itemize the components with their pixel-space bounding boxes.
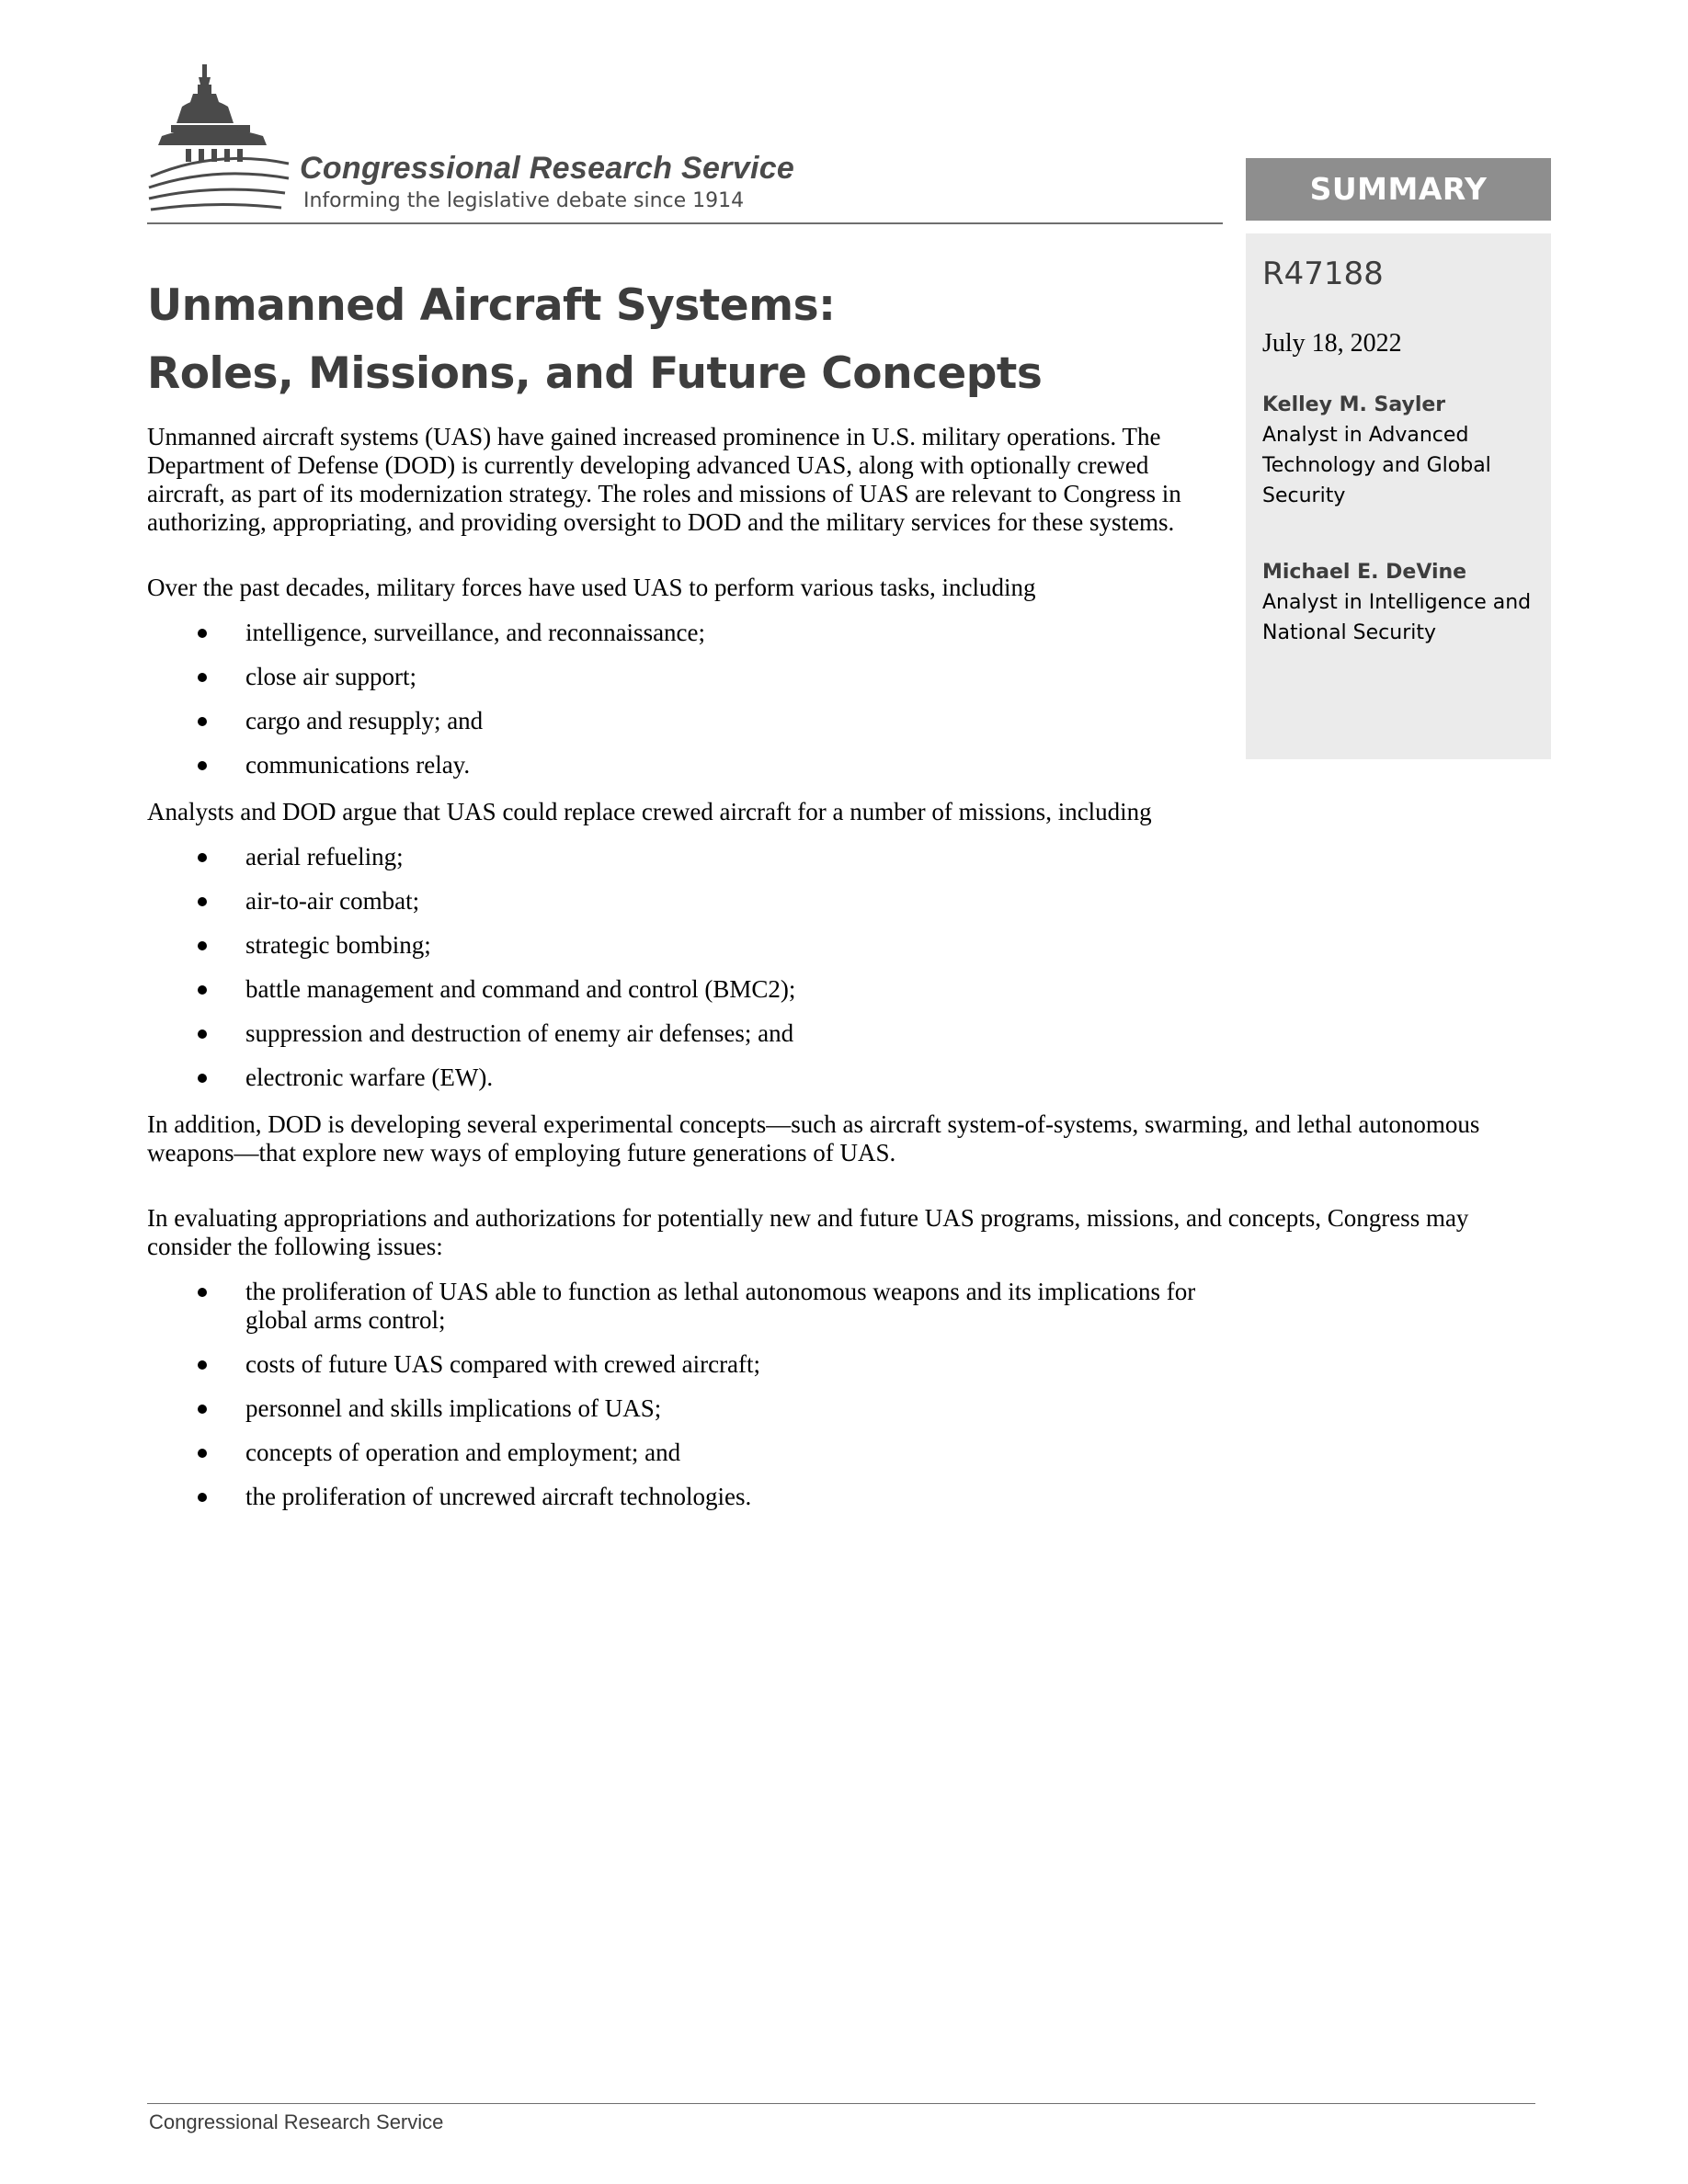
footer-org-name: Congressional Research Service [149, 2110, 444, 2133]
author-title: Analyst in Advanced Technology and Global Security [1262, 424, 1491, 507]
list-item: the proliferation of UAS able to function as lethal autonomous weapons and its implications for global arms control; [245, 1278, 1349, 1335]
uas-missions-list [147, 843, 1232, 1092]
org-name: Congressional Research Service [300, 151, 795, 186]
list-item: cargo and resupply; and [245, 707, 1232, 735]
author-title: Analyst in Intelligence and National Security [1262, 591, 1532, 644]
report-number: R47188 [1262, 256, 1384, 292]
summary-sidebar [1246, 233, 1551, 759]
list-item: personnel and skills implications of UAS; [245, 1394, 1349, 1423]
congress-issues-list [147, 1278, 1349, 1511]
author-name: Michael E. DeVine [1262, 561, 1467, 584]
crs-header [147, 59, 1223, 224]
list-item: communications relay. [245, 751, 1232, 779]
author-block [1262, 390, 1538, 511]
list-item: air-to-air combat; [245, 887, 1232, 916]
list-item: close air support; [245, 663, 1232, 691]
report-title-line-1: Unmanned Aircraft Systems: [147, 280, 836, 331]
author-block [1262, 557, 1538, 648]
capitol-dome-icon [147, 59, 294, 221]
list-item: concepts of operation and employment; and [245, 1439, 1349, 1467]
list-item: aerial refueling; [245, 843, 1232, 871]
list-item: costs of future UAS compared with crewed aircraft; [245, 1350, 1349, 1379]
list-item: the proliferation of uncrewed aircraft technologies. [245, 1483, 1349, 1511]
org-tagline: Informing the legislative debate since 1914 [303, 189, 745, 212]
issues-intro-paragraph: In evaluating appropriations and authorizations for potentially new and future UAS programs, missions, and concepts, Congress may consider the following issues: [147, 1204, 1469, 1260]
list-item: strategic bombing; [245, 931, 1232, 960]
report-date: July 18, 2022 [1262, 329, 1402, 358]
report-title [147, 272, 1204, 408]
header-divider [147, 222, 1223, 224]
tasks-intro-paragraph: Over the past decades, military forces have used UAS to perform various tasks, including [147, 574, 1036, 601]
report-title-line-2: Roles, Missions, and Future Concepts [147, 348, 1043, 399]
list-item: electronic warfare (EW). [245, 1064, 1232, 1092]
concepts-paragraph: In addition, DOD is developing several experimental concepts—such as aircraft system-of-systems, swarming, and lethal autonomous weapons—that explore new ways of employing future generations of UAS. [147, 1110, 1480, 1166]
list-item: suppression and destruction of enemy air defenses; and [245, 1019, 1232, 1048]
list-item: battle management and command and control (BMC2); [245, 975, 1232, 1004]
list-item: intelligence, surveillance, and reconnaissance; [245, 619, 1232, 647]
footer-divider [147, 2103, 1535, 2104]
intro-paragraph: Unmanned aircraft systems (UAS) have gained increased prominence in U.S. military operations. The Department of Defense (DOD) is currently developing advanced UAS, along with optionally crewed aircraft, as part of its modernization strategy. The roles and missions of UAS are relevant to Congress in authorizing, appropriating, and providing oversight to DOD and the military services for these systems. [147, 423, 1181, 536]
missions-intro-paragraph: Analysts and DOD argue that UAS could replace crewed aircraft for a number of missions, including [147, 798, 1152, 825]
summary-heading: SUMMARY [1246, 158, 1551, 221]
uas-tasks-list [147, 619, 1232, 779]
author-name: Kelley M. Sayler [1262, 393, 1446, 416]
